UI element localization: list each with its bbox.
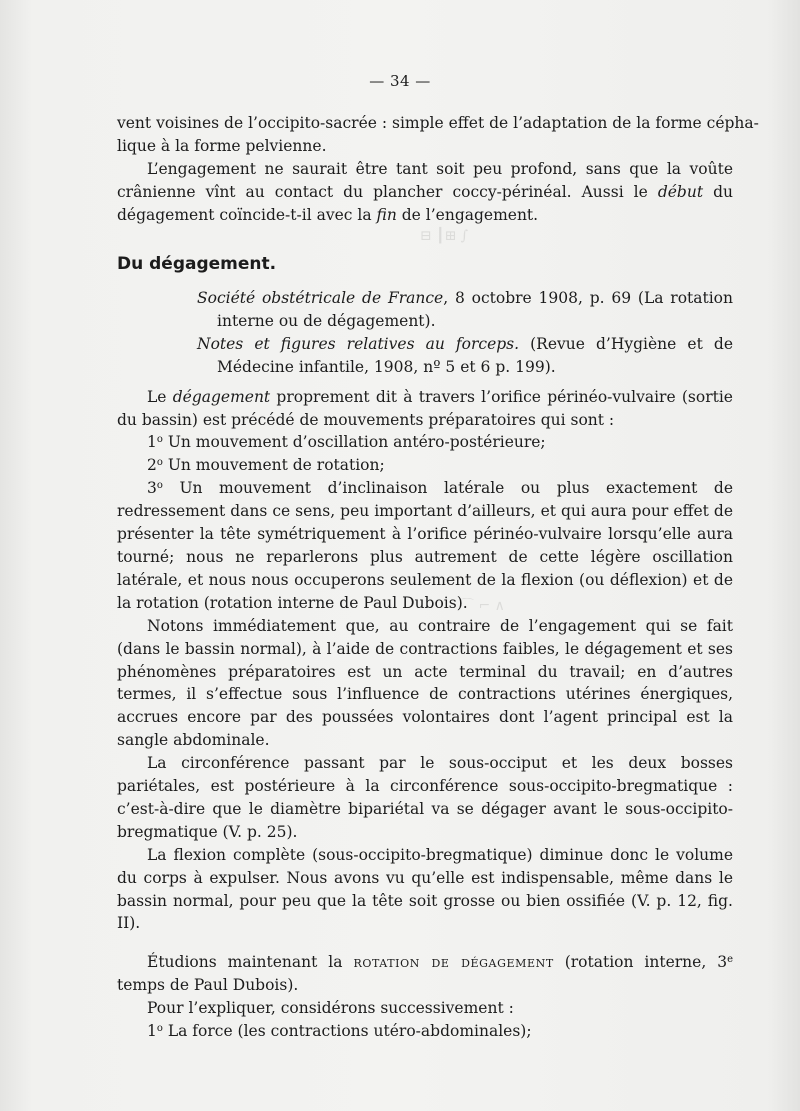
bleed-through-mark: ⊟ ┃⊞ ∫ <box>420 228 469 244</box>
paragraph-notons: Notons immédiatement que, au contraire de l’engagement qui se fait (dans le bassin normal), à l’aide de contractions faibles, le dégagement et ses phénomènes préparatoires est un acte terminal du travail; en d’autres termes, il s’effectue sous l’influence de contractions utérines énergiques, accrues encore par des poussées volontaires dont l’agent principal est la sangle abdominale. <box>117 616 733 750</box>
paragraph-etudions: Étudions maintenant la rotation de dégagement (rotation interne, 3e temps de Paul Dubois). <box>117 953 733 995</box>
list-item: 1$^o$ La force (les contractions utéro-abdominales); <box>147 1022 532 1041</box>
paragraph-engagement: L’engagement ne saurait être tant soit peu profond, sans que la voûte crânienne vînt au contact du plancher coccy-périnéal. Aussi le début du dégagement coïncide-t-il avec la fin de l’engagement. <box>117 159 733 224</box>
section-heading: Du dégagement. <box>117 254 277 274</box>
list-item: 1$^o$ Un mouvement d’oscillation antéro-postérieure; <box>147 433 546 452</box>
reference-2: Notes et figures relatives au forceps. (Revue d’Hygiène et de Médecine infantile, 1908, nº 5 et 6 p. 199). <box>197 334 733 376</box>
paragraph-circonference: La circonférence passant par le sous-occiput et les deux bosses pariétales, est postérieure à la circonférence sous-occipito-bregmatique : c’est-à-dire que le diamètre bipariétal va se dégager avant le sous-occipito-bregmatique (V. p. 25). <box>117 754 733 841</box>
paragraph-pour: Pour l’expliquer, considérons successivement : <box>147 999 514 1018</box>
reference-1: Société obstétricale de France, 8 octobre 1908, p. 69 (La rotation interne ou de dégagement). <box>197 289 733 330</box>
section-body <box>117 287 733 1043</box>
page-number: — 34 — <box>369 72 431 90</box>
paragraph-flexion: La flexion complète (sous-occipito-bregmatique) diminue donc le volume du corps à expulser. Nous avons vu qu’elle est indispensable, même dans le bassin normal, pour peu que la tête soit grosse ou bien ossifiée (V. p. 12, fig. II). <box>117 845 733 933</box>
text-line: vent voisines de l’occipito-sacrée : simple effet de l’adaptation de la forme cépha- <box>117 114 759 132</box>
list-item: 3$^o$ Un mouvement d’inclinaison latérale ou plus exactement de redressement dans ce sens, peu important d’ailleurs, et qui aura pour effet de présenter la tête symétriquement à l’orifice périnéo-vulvaire lorsqu’elle aura tourné; nous ne reparlerons plus autrement de cette légère oscillation latérale, et nous nous occuperons seulement de la flexion (ou déflexion) et de la rotation (rotation interne de Paul Dubois). <box>117 479 733 612</box>
paragraph-degagement: Le dégagement proprement dit à travers l’orifice périnéo-vulvaire (sortie du bassin) est précédé de mouvements préparatoires qui sont : <box>117 387 733 429</box>
bleed-through-mark: ⌒ ⌐ ∧ <box>460 598 505 614</box>
text-line: lique à la forme pelvienne. <box>117 136 327 155</box>
opening-lines <box>117 112 759 227</box>
list-item: 2$^o$ Un mouvement de rotation; <box>147 456 385 475</box>
